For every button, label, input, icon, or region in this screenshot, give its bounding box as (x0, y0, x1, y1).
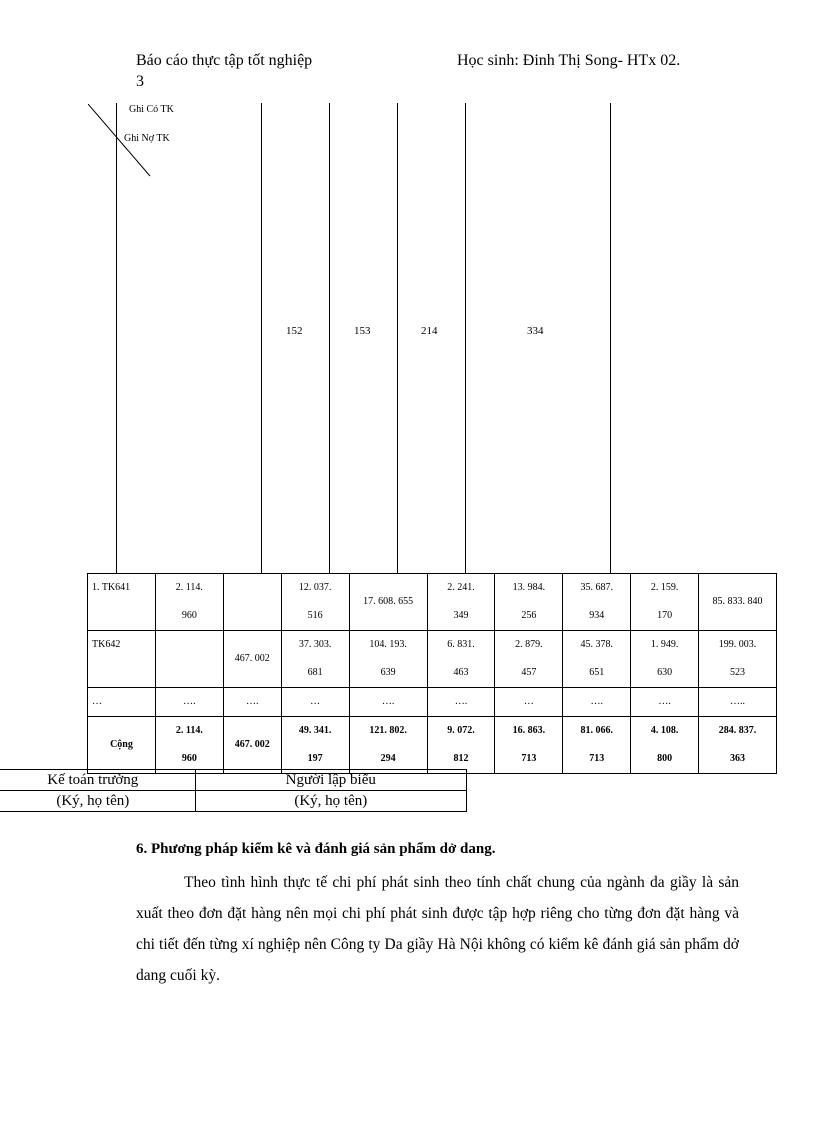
cell-line: 467. 002 (234, 653, 270, 664)
table-cell (631, 631, 699, 688)
cell-line: 81. 066. (580, 725, 613, 736)
table-cell (495, 574, 563, 631)
cell-line: 934 (589, 610, 605, 621)
table-cell (349, 574, 427, 631)
cell-line: 49. 341. (298, 725, 332, 736)
cell-line: 294 (380, 753, 396, 764)
column-line (397, 103, 398, 573)
table-cell (155, 574, 223, 631)
cell-line: 960 (181, 753, 197, 764)
table-cell (155, 717, 223, 774)
cell-line: 35. 687. (580, 582, 613, 593)
column-line (261, 103, 262, 573)
cell-line: 85. 833. 840 (712, 596, 763, 607)
table-cell (495, 688, 563, 717)
table-cell (495, 717, 563, 774)
table-cell (281, 631, 349, 688)
section-paragraph: Theo tình hình thực tế chi phí phát sinh theo tính chất chung của ngành da giầy là sản xuất theo đơn đặt hàng nên mọi chi phí phát sinh được tập hợp riêng cho từng đơn đặt hàng và chi tiết đến từng xí nghiệp nên Công ty Da giầy Hà Nội không có kiểm kê đánh giá sản phẩm dở dang cuối kỳ. (136, 874, 739, 984)
table-cell (699, 631, 777, 688)
cell-line: 457 (521, 667, 537, 678)
cell-line: …. (658, 696, 671, 707)
cell-line: 800 (657, 753, 673, 764)
debit-account-label: Ghi Nợ TK (124, 133, 170, 144)
table-cell (563, 717, 631, 774)
cell-line: 713 (521, 753, 537, 764)
cell-line: 121. 802. (369, 725, 407, 736)
cell-line: …. (590, 696, 603, 707)
credit-account-label: Ghi Có TK (129, 104, 174, 115)
column-line (465, 103, 466, 573)
cell-line: 17. 608. 655 (363, 596, 414, 607)
table-row (88, 574, 777, 631)
column-line (116, 103, 117, 573)
cost-allocation-table (87, 573, 777, 774)
table-cell (223, 574, 281, 631)
cell-line: … (523, 696, 534, 707)
cell-line: 12. 037. (298, 582, 332, 593)
chief-accountant-signature-note: (Ký, họ tên) (0, 791, 195, 812)
cell-line: 639 (380, 667, 396, 678)
table-cell (155, 631, 223, 688)
cell-line: 256 (521, 610, 537, 621)
table-cell (281, 574, 349, 631)
cell-line: 523 (730, 667, 746, 678)
table-body (88, 574, 777, 774)
table-cell (495, 631, 563, 688)
account-code: 214 (421, 325, 438, 337)
cell-line: 812 (453, 753, 469, 764)
account-code: 152 (286, 325, 303, 337)
signature-table (0, 769, 467, 812)
account-code: 334 (527, 325, 544, 337)
cell-line: …. (183, 696, 196, 707)
header-left (136, 50, 376, 92)
student-name: Học sinh: Đinh Thị Song- HTx 02. (457, 52, 681, 69)
table-cell (631, 717, 699, 774)
cell-line: 6. 831. (447, 639, 475, 650)
cell-line: 13. 984. (512, 582, 546, 593)
table-cell (563, 574, 631, 631)
cell-line: 2. 159. (650, 582, 679, 593)
cell-line: 713 (589, 753, 605, 764)
cell-line: 16. 863. (512, 725, 546, 736)
cell-line: 170 (657, 610, 673, 621)
cell-line: 2. 114. (175, 582, 203, 593)
cell-line: ….. (730, 696, 746, 707)
table-cell (699, 574, 777, 631)
table-cell (427, 688, 495, 717)
table-cell (427, 717, 495, 774)
table-cell (223, 717, 281, 774)
table-cell (155, 688, 223, 717)
row-label: Cộng (88, 717, 156, 774)
cell-line: 349 (453, 610, 469, 621)
column-line (610, 103, 611, 573)
column-line (329, 103, 330, 573)
cell-line: 363 (730, 753, 746, 764)
cell-line: 197 (307, 753, 323, 764)
table-cell (223, 688, 281, 717)
section-heading: 6. Phương pháp kiểm kê và đánh giá sản phẩm dở dang. (136, 841, 496, 857)
table-cell (427, 574, 495, 631)
cell-line: 284. 837. (718, 725, 757, 736)
table-cell (281, 717, 349, 774)
table-cell (281, 688, 349, 717)
cell-line: 630 (657, 667, 673, 678)
table-row (88, 631, 777, 688)
cell-line: …. (381, 696, 395, 707)
cell-line: 9. 072. (447, 725, 475, 736)
cell-line: 516 (307, 610, 323, 621)
row-label: … (88, 688, 156, 717)
page-number: 3 (136, 73, 144, 90)
table-cell (349, 631, 427, 688)
cell-line: …. (454, 696, 468, 707)
table-cell (349, 717, 427, 774)
cell-line: 104. 193. (369, 639, 407, 650)
report-title: Báo cáo thực tập tốt nghiệp (136, 52, 313, 69)
table-row (88, 688, 777, 717)
table-cell (631, 574, 699, 631)
row-label: 1. TK641 (88, 574, 156, 631)
table-cell (223, 631, 281, 688)
cell-line: 2. 114. (175, 725, 203, 736)
table-cell (699, 717, 777, 774)
preparer-signature-note: (Ký, họ tên) (195, 791, 466, 812)
table-cell (427, 631, 495, 688)
chief-accountant-label: Kế toán trưởng (0, 770, 195, 791)
cell-line: 2. 241. (447, 582, 475, 593)
table-cell (563, 631, 631, 688)
table-cell (699, 688, 777, 717)
cell-line: 1. 949. (650, 639, 679, 650)
cell-line: 463 (453, 667, 469, 678)
cell-line: 960 (181, 610, 197, 621)
cell-line: 681 (307, 667, 323, 678)
table-cell (563, 688, 631, 717)
cell-line: … (310, 696, 321, 707)
cell-line: …. (246, 696, 259, 707)
table-cell (349, 688, 427, 717)
cell-line: 199. 003. (718, 639, 757, 650)
cell-line: 467. 002 (234, 739, 270, 750)
cell-line: 4. 108. (650, 725, 679, 736)
cell-line: 45. 378. (580, 639, 613, 650)
table-cell (631, 688, 699, 717)
cell-line: 651 (589, 667, 605, 678)
cell-line: 37. 303. (298, 639, 332, 650)
account-code: 153 (354, 325, 371, 337)
table-row (88, 717, 777, 774)
preparer-label: Người lập biểu (195, 770, 466, 791)
row-label: TK642 (88, 631, 156, 688)
cell-line: 2. 879. (515, 639, 543, 650)
